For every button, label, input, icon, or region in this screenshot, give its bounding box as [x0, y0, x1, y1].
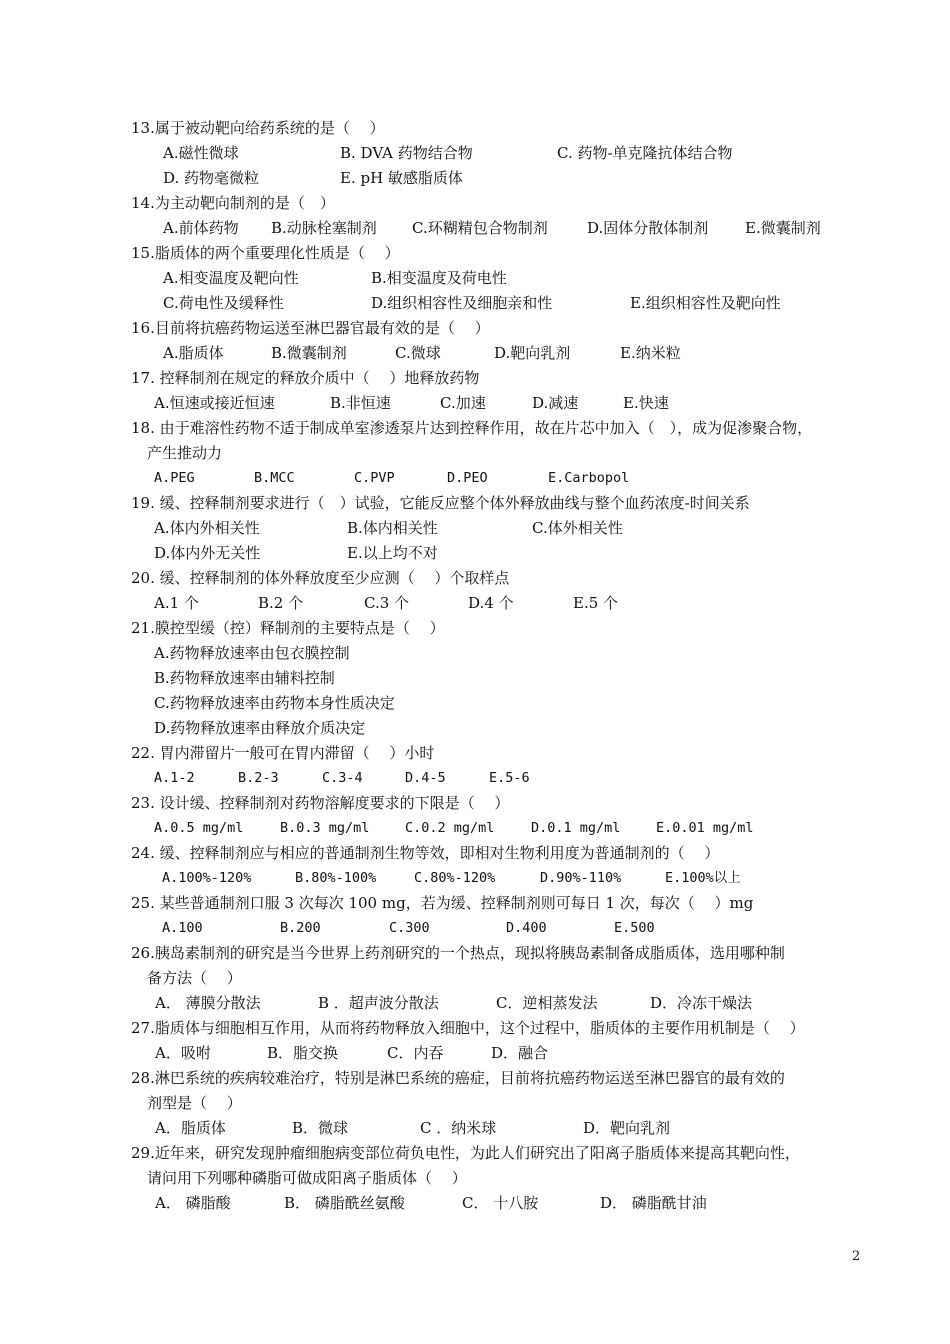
option: B.200: [280, 920, 321, 936]
option: A.0.5 mg/ml: [154, 820, 244, 836]
option: D.PEO: [447, 470, 488, 486]
option: D.组织相容性及细胞亲和性: [371, 294, 553, 312]
option: D.4 个: [468, 594, 514, 612]
option: E.以上均不对: [347, 544, 438, 562]
option: A． 磷脂酸: [155, 1194, 231, 1212]
option: E.500: [614, 920, 655, 936]
question-26-stem-cont: 备方法（ ）: [147, 969, 242, 987]
option: B． 磷脂酰丝氨酸: [284, 1194, 405, 1212]
option: E.Carbopol: [548, 470, 630, 486]
option: C． 十八胺: [462, 1194, 539, 1212]
option: B．微球: [292, 1119, 349, 1137]
option: E.5 个: [573, 594, 619, 612]
option: B.0.3 mg/ml: [280, 820, 370, 836]
option: C.PVP: [354, 470, 395, 486]
page-number: 2: [852, 1249, 861, 1264]
option: D．靶向乳剂: [583, 1119, 671, 1137]
option: A.1 个: [154, 594, 199, 612]
question-26-stem: 26.胰岛素制剂的研究是当今世界上药剂研究的一个热点，现拟将胰岛素制备成脂质体，选用哪种制: [131, 944, 785, 962]
option: B.MCC: [254, 470, 295, 486]
question-28-stem: 28.淋巴系统的疾病较难治疗，特别是淋巴系统的癌症，目前将抗癌药物运送至淋巴器官的最有效的: [131, 1069, 785, 1087]
option: E.微囊制剂: [745, 219, 821, 237]
option: E.5-6: [489, 770, 530, 786]
option: B.2 个: [258, 594, 304, 612]
option: C. 药物-单克隆抗体结合物: [557, 144, 733, 162]
option: D. 药物毫微粒: [163, 169, 260, 187]
option: B.药物释放速率由辅料控制: [154, 669, 335, 687]
option: D.400: [506, 920, 547, 936]
option: C.药物释放速率由药物本身性质决定: [154, 694, 395, 712]
option: C.300: [389, 920, 430, 936]
question-17-stem: 17. 控释制剂在规定的释放介质中（ ）地释放药物: [131, 369, 480, 387]
option: C.微球: [395, 344, 441, 362]
option: D.90%-110%: [540, 870, 622, 886]
question-18-stem-cont: 产生推动力: [147, 444, 223, 462]
option: A.磁性微球: [163, 144, 239, 162]
option: E.组织相容性及靶向性: [630, 294, 781, 312]
option: C.0.2 mg/ml: [405, 820, 495, 836]
option: C.环糊精包合物制剂: [412, 219, 548, 237]
option: A.恒速或接近恒速: [154, 394, 275, 412]
question-14-stem: 14.为主动靶向制剂的是（ ）: [131, 194, 335, 212]
option: C．逆相蒸发法: [496, 994, 598, 1012]
option: D.药物释放速率由释放介质决定: [154, 719, 366, 737]
option: B.80%-100%: [295, 870, 377, 886]
option: A.100%-120%: [162, 870, 252, 886]
question-18-stem: 18. 由于难溶性药物不适于制成单室渗透泵片达到控释作用，故在片芯中加入（ ），成为促渗聚合物，: [131, 419, 813, 437]
option: A.PEG: [154, 470, 195, 486]
option: D.0.1 mg/ml: [531, 820, 621, 836]
question-24-stem: 24. 缓、控释制剂应与相应的普通制剂生物等效，即相对生物利用度为普通制剂的（ ）: [131, 844, 720, 862]
option: D.靶向乳剂: [494, 344, 571, 362]
question-25-stem: 25. 某些普通制剂口服 3 次每次 100 mg，若为缓、控释制剂则可每日 1 次，每次（ ）mg: [131, 894, 754, 912]
question-13-stem: 13.属于被动靶向给药系统的是（ ）: [131, 119, 385, 137]
option: B.非恒速: [330, 394, 391, 412]
option: D． 磷脂酰甘油: [600, 1194, 707, 1212]
option: B.动脉栓塞制剂: [271, 219, 377, 237]
option: C ．纳米球: [420, 1119, 497, 1137]
question-29-stem-cont: 请问用下列哪种磷脂可做成阳离子脂质体（ ）: [147, 1169, 467, 1187]
question-21-stem: 21.膜控型缓（控）释制剂的主要特点是（ ）: [131, 619, 445, 637]
option: C．内吞: [387, 1044, 444, 1062]
question-22-stem: 22. 胃内滞留片一般可在胃内滞留（ ）小时: [131, 744, 435, 762]
option: C.80%-120%: [414, 870, 496, 886]
option: E.0.01 mg/ml: [656, 820, 754, 836]
option: D.减速: [532, 394, 579, 412]
question-29-stem: 29.近年来，研究发现肿瘤细胞病变部位荷负电性，为此人们研究出了阳离子脂质体来提高其靶向性，: [131, 1144, 800, 1162]
option: B.2-3: [238, 770, 279, 786]
option: E.纳米粒: [620, 344, 681, 362]
option: D.固体分散体制剂: [587, 219, 709, 237]
option: A． 薄膜分散法: [155, 994, 261, 1012]
option: A.体内外相关性: [154, 519, 260, 537]
option: B．脂交换: [267, 1044, 339, 1062]
option: C.3 个: [364, 594, 410, 612]
option: D．融合: [491, 1044, 549, 1062]
option: C.荷电性及缓释性: [163, 294, 284, 312]
option: A.前体药物: [163, 219, 239, 237]
option: A.药物释放速率由包衣膜控制: [154, 644, 350, 662]
option: A．吸咐: [155, 1044, 211, 1062]
option: A.1-2: [154, 770, 195, 786]
option: B.相变温度及荷电性: [371, 269, 507, 287]
option: D．冷冻干燥法: [650, 994, 753, 1012]
question-16-stem: 16.目前将抗癌药物运送至淋巴器官最有效的是（ ）: [131, 319, 490, 337]
question-28-stem-cont: 剂型是（ ）: [147, 1094, 242, 1112]
option: C.加速: [440, 394, 486, 412]
question-19-stem: 19. 缓、控释制剂要求进行（ ）试验，它能反应整个体外释放曲线与整个血药浓度-时间关系: [131, 494, 750, 512]
option: A．脂质体: [155, 1119, 226, 1137]
question-27-stem: 27.脂质体与细胞相互作用，从而将药物释放入细胞中，这个过程中，脂质体的主要作用机制是（ ）: [131, 1019, 805, 1037]
option: A.脂质体: [163, 344, 224, 362]
question-15-stem: 15.脂质体的两个重要理化性质是（ ）: [131, 244, 400, 262]
option: B ．超声波分散法: [318, 994, 439, 1012]
option: C.3-4: [322, 770, 363, 786]
option: D.4-5: [405, 770, 446, 786]
option: E. pH 敏感脂质体: [340, 169, 463, 187]
option: B.体内相关性: [347, 519, 438, 537]
option: B.微囊制剂: [271, 344, 347, 362]
option: E.快速: [623, 394, 669, 412]
question-20-stem: 20. 缓、控释制剂的体外释放度至少应测（ ）个取样点: [131, 569, 510, 587]
option: A.100: [162, 920, 203, 936]
question-23-stem: 23. 设计缓、控释制剂对药物溶解度要求的下限是（ ）: [131, 794, 510, 812]
option: E.100%以上: [665, 870, 741, 886]
option: A.相变温度及靶向性: [163, 269, 299, 287]
option: D.体内外无关性: [154, 544, 261, 562]
option: B. DVA 药物结合物: [340, 144, 473, 162]
option: C.体外相关性: [532, 519, 623, 537]
